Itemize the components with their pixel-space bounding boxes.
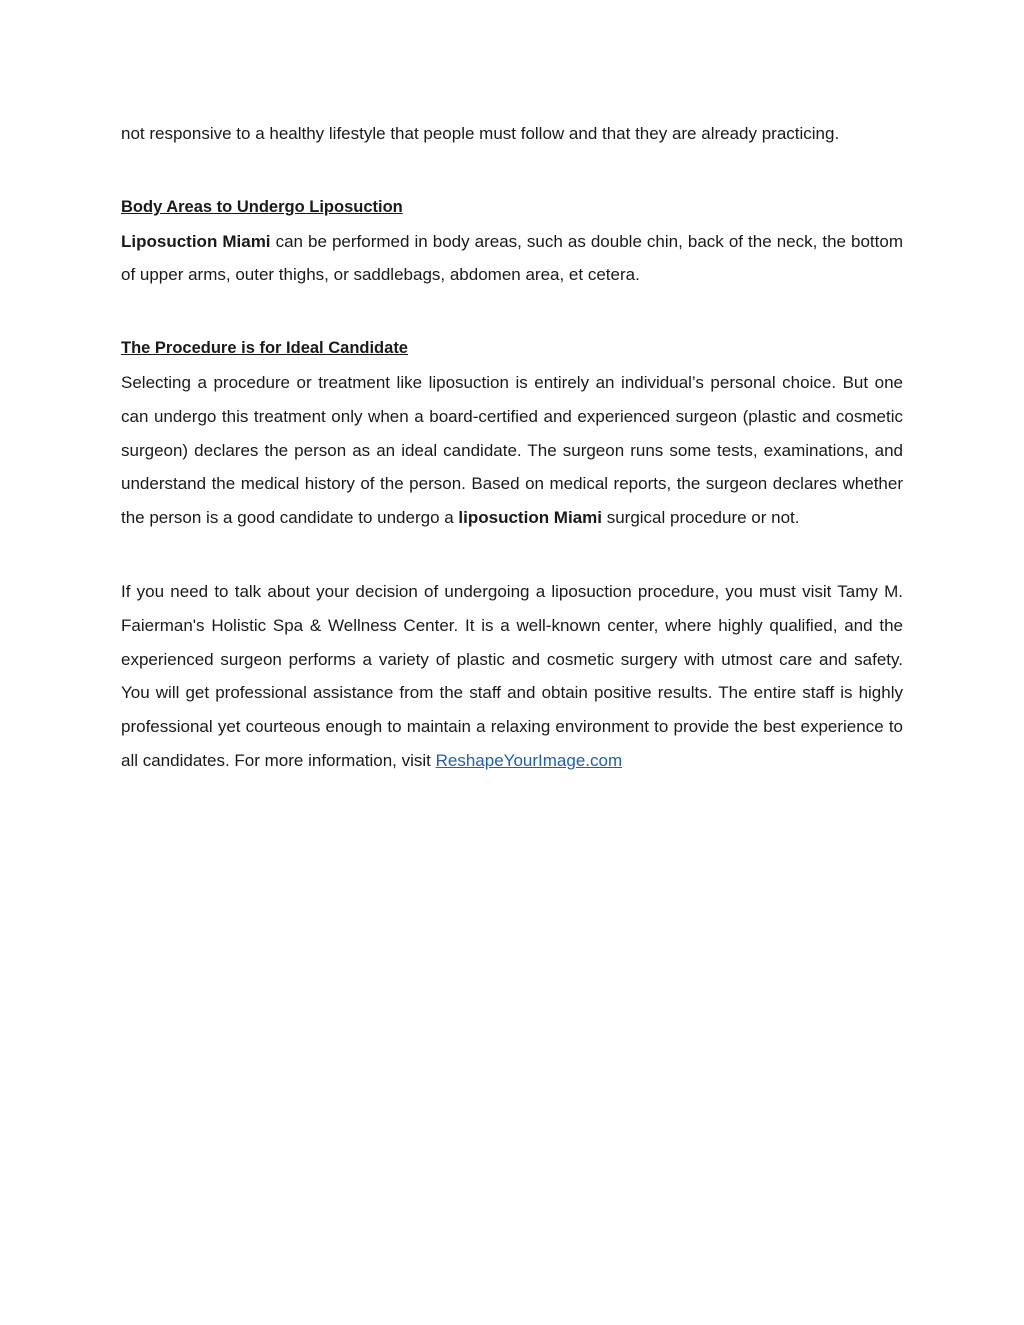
ideal-candidate-paragraph <box>121 366 903 535</box>
ideal-candidate-bold-term: liposuction Miami <box>458 508 602 528</box>
ideal-candidate-text-before: Selecting a procedure or treatment like liposuction is entirely an individual’s personal choice. But one can undergo this treatment only when a board-certified and experienced surgeon (plastic and cosmetic surgeon) declares the person as an ideal candidate. The surgeon runs some tests, examinations, and understand the medical history of the person. Based on medical reports, the surgeon declares whether the person is a good candidate to undergo a <box>121 372 903 528</box>
intro-paragraph <box>121 117 903 151</box>
ideal-candidate-text-after: surgical procedure or not. <box>601 508 800 528</box>
closing-paragraph <box>121 575 903 778</box>
body-areas-text: can be performed in body areas, such as double chin, back of the neck, the bottom of upper arms, outer thighs, or saddlebags, abdomen area, et cetera. <box>121 231 903 285</box>
heading-body-areas: Body Areas to Undergo Liposuction <box>121 197 403 216</box>
document-page <box>121 117 903 778</box>
body-areas-paragraph <box>121 225 903 293</box>
heading-ideal-candidate: The Procedure is for Ideal Candidate <box>121 339 408 358</box>
spacer <box>121 535 903 575</box>
intro-text: not responsive to a healthy lifestyle that people must follow and that they are already practicing. <box>121 124 840 143</box>
spacer <box>121 151 903 191</box>
closing-text: If you need to talk about your decision of undergoing a liposuction procedure, you must visit Tamy M. Faierman's Holistic Spa & Wellness Center. It is a well-known center, where highly qualified, and the experienced surgeon performs a variety of plastic and cosmetic surgery with utmost care and safety. You will get professional assistance from the staff and obtain positive results. The entire staff is highly professional yet courteous enough to maintain a relaxing environment to provide the best experience to all candidates. For more information, visit <box>121 581 903 770</box>
reshape-your-image-link[interactable]: ReshapeYourImage.com <box>435 750 623 770</box>
spacer <box>121 292 903 332</box>
body-areas-bold-lead: Liposuction Miami <box>121 231 271 251</box>
